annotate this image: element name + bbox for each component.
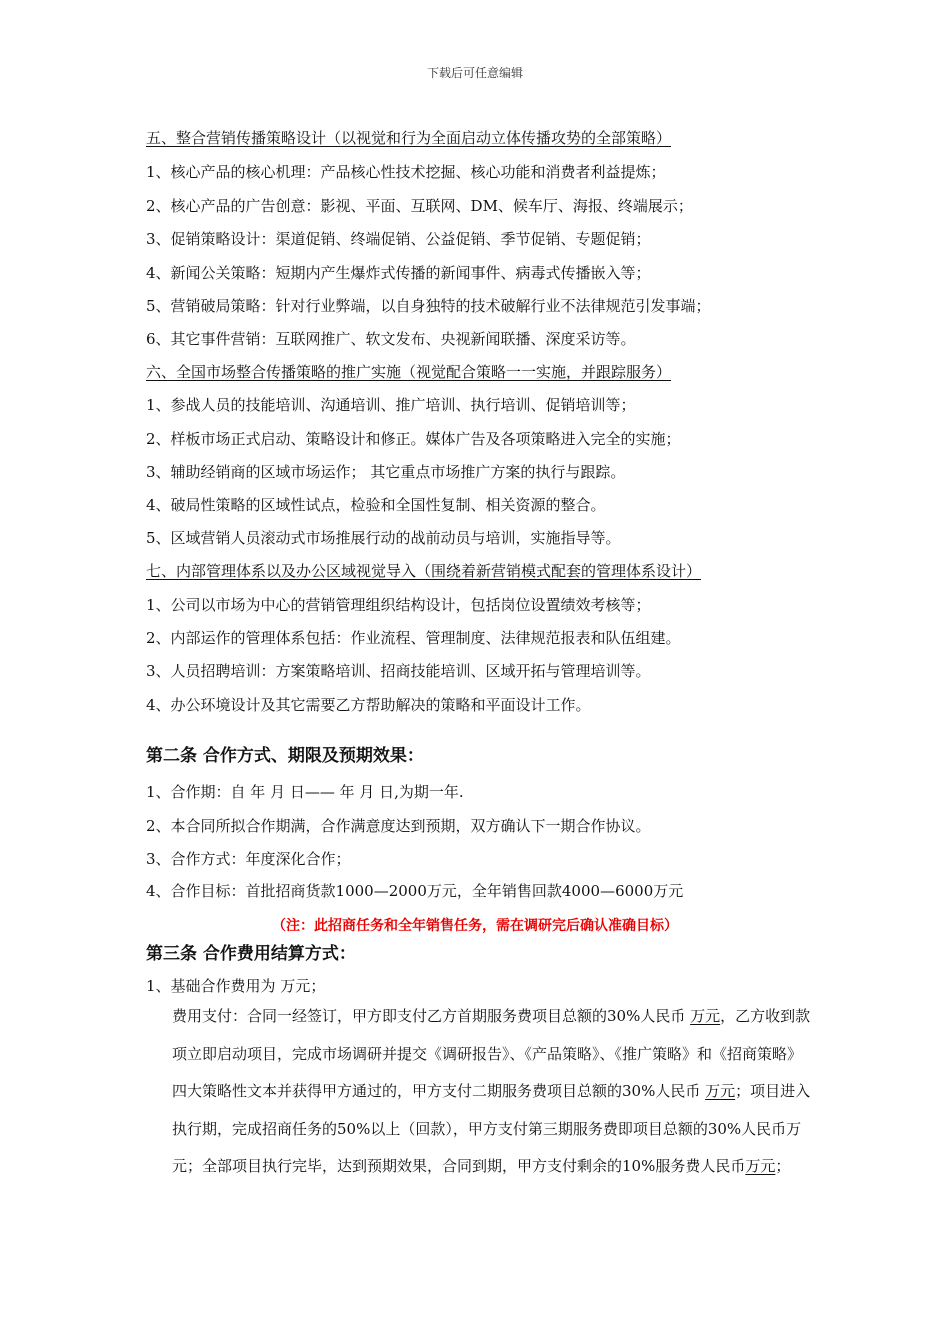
section-5-title: 五、整合营销传播策略设计（以视觉和行为全面启动立体传播攻势的全部策略）: [146, 129, 672, 147]
section-5-item: 2、核心产品的广告创意：影视、平面、互联网、DM、候车厅、海报、终端展示；: [146, 197, 693, 215]
section-7-item: 1、公司以市场为中心的营销管理组织结构设计，包括岗位设置绩效考核等；: [146, 596, 651, 614]
payment-paragraph: [172, 998, 812, 1186]
section-6-item: 5、区域营销人员滚动式市场推展行动的战前动员与培训，实施指导等。: [146, 529, 621, 547]
article-3-item: 1、基础合作费用为 万元；: [146, 977, 326, 995]
section-5-item: 3、促销策略设计：渠道促销、终端促销、公益促销、季节促销、专题促销；: [146, 230, 651, 248]
article-3-title: 第三条 合作费用结算方式：: [146, 944, 356, 964]
payment-text: ；: [775, 1157, 791, 1175]
amount-blank: 万元: [745, 1157, 776, 1175]
section-6-item: 4、破局性策略的区域性试点，检验和全国性复制、相关资源的整合。: [146, 496, 606, 514]
amount-blank: 万元: [690, 1007, 721, 1025]
section-6-item: 2、样板市场正式启动、策略设计和修正。媒体广告及各项策略进入完全的实施；: [146, 430, 681, 448]
article-2-item: 1、合作期：自 年 月 日—— 年 月 日,为期一年.: [146, 783, 464, 801]
article-2-item: 3、合作方式：年度深化合作；: [146, 850, 351, 868]
section-6-title: 六、全国市场整合传播策略的推广实施（视觉配合策略一一实施，并跟踪服务）: [146, 363, 672, 381]
payment-text: 费用支付：合同一经签订，甲方即支付乙方首期服务费项目总额的30%人民币: [172, 1007, 691, 1025]
target-note: （注：此招商任务和全年销售任务，需在调研完后确认准确目标）: [272, 918, 678, 934]
amount-blank: 万元: [705, 1082, 736, 1100]
section-7-item: 3、人员招聘培训：方案策略培训、招商技能培训、区域开拓与管理培训等。: [146, 662, 651, 680]
payment-text: ，乙方收到款项立即启动项目，完成市场调研并提交《调研报告》、《产品策略》、《推广策略》和《招商策略》四大策略性文本并获得甲方通过的，甲方支付二期服务费项目总额的30%人民币: [172, 1007, 811, 1100]
payment-text: ；项目进入执行期，完成招商任务的50%以上（回款），甲方支付第三期服务费即项目总额的30%人民币万元；全部项目执行完毕，达到预期效果，合同到期，甲方支付剩余的10%服务费人民币: [172, 1082, 811, 1175]
section-7-item: 4、办公环境设计及其它需要乙方帮助解决的策略和平面设计工作。: [146, 696, 591, 714]
section-7-item: 2、内部运作的管理体系包括：作业流程、管理制度、法律规范报表和队伍组建。: [146, 629, 681, 647]
section-6-item: 1、参战人员的技能培训、沟通培训、推广培训、执行培训、促销培训等；: [146, 396, 636, 414]
page-header: 下载后可任意编辑: [426, 66, 523, 80]
section-5-item: 6、其它事件营销：互联网推广、软文发布、央视新闻联播、深度采访等。: [146, 330, 636, 348]
article-2-item: 2、本合同所拟合作期满，合作满意度达到预期，双方确认下一期合作协议。: [146, 817, 651, 835]
section-6-item: 3、辅助经销商的区域市场运作； 其它重点市场推广方案的执行与跟踪。: [146, 463, 626, 481]
section-5-item: 5、营销破局策略：针对行业弊端，以自身独特的技术破解行业不法律规范引发事端；: [146, 297, 711, 315]
section-5-item: 4、新闻公关策略：短期内产生爆炸式传播的新闻事件、病毒式传播嵌入等；: [146, 264, 651, 282]
section-7-title: 七、内部管理体系以及办公区域视觉导入（围绕着新营销模式配套的管理体系设计）: [146, 562, 702, 580]
section-5-item: 1、核心产品的核心机理：产品核心性技术挖掘、核心功能和消费者利益提炼；: [146, 163, 666, 181]
article-2-item: 4、合作目标：首批招商货款1000—2000万元，全年销售回款4000—6000万元: [146, 882, 684, 900]
article-2-title: 第二条 合作方式、期限及预期效果：: [146, 746, 424, 766]
